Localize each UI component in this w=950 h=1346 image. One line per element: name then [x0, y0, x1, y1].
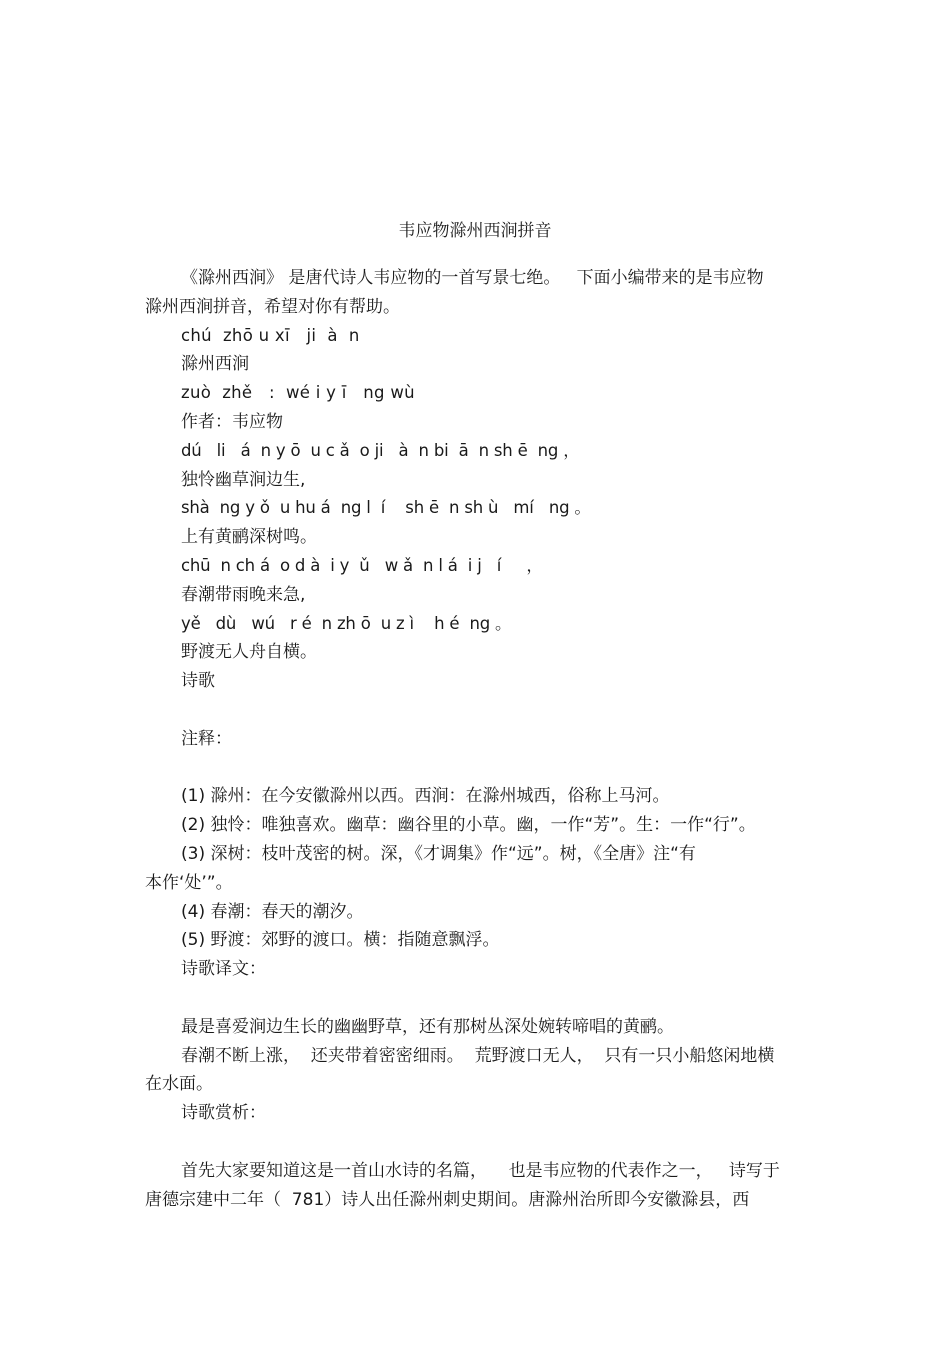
document-body	[145, 264, 810, 1214]
translation-line-2: 春潮不断上涨， 还夹带着密密细雨。 荒野渡口无人， 只有一只小船悠闲地横	[181, 1045, 775, 1066]
poem-line-3: 春潮带雨晚来急,	[181, 584, 306, 605]
note-item-2: (2) 独怜：唯独喜欢。幽草：幽谷里的小草。幽，一作“芳”。生：一作“行”。	[181, 815, 756, 836]
poem-line-1: 独怜幽草涧边生,	[181, 469, 306, 490]
poem-tag: 诗歌	[181, 671, 215, 692]
note-item-5: (5) 野渡：郊野的渡口。横：指随意飘浮。	[181, 930, 500, 951]
appreciation-heading: 诗歌赏析：	[181, 1103, 266, 1124]
note-item-3: (3) 深树：枝叶茂密的树。深，《才调集》作“远”。树，《全唐》注“有	[181, 843, 696, 864]
poem-line-2-pinyin: shà ng y ǒ u hu á ng l í sh ē n sh ù mí ng 。	[181, 498, 591, 518]
translation-line-1: 最是喜爱涧边生长的幽幽野草，还有那树丛深处婉转啼唱的黄鹂。	[181, 1016, 674, 1037]
intro-line-2: 滁州西涧拼音，希望对你有帮助。	[145, 296, 400, 317]
poem-line-4-pinyin: yě dù wú r é n zh ō u z ì h é ng 。	[181, 613, 512, 633]
note-item-4: (4) 春潮：春天的潮汐。	[181, 901, 364, 922]
poem-line-4: 野渡无人舟自横。	[181, 642, 317, 663]
poem-line-1-pinyin: dú li á n y ō u c ǎ o ji à n bi ā n sh ē ng ，	[181, 440, 580, 460]
note-item-1: (1) 滁州：在今安徽滁州以西。西涧：在滁州城西，俗称上马河。	[181, 786, 670, 807]
notes-heading: 注释：	[181, 728, 232, 749]
appreciation-line-2: 唐德宗建中二年（ 781）诗人出任滁州刺史期间。唐滁州治所即今安徽滁县，西	[145, 1189, 750, 1210]
poem-title-pinyin: chú zhō u xī ji à n	[181, 325, 360, 345]
intro-line-1: 《滁州西涧》 是唐代诗人韦应物的一首写景七绝。 下面小编带来的是韦应物	[181, 268, 764, 288]
spacer	[145, 696, 810, 725]
spacer	[145, 1128, 810, 1157]
translation-heading: 诗歌译文：	[181, 959, 266, 980]
page-title: 韦应物滁州西涧拼音	[398, 221, 552, 241]
translation-line-3: 在水面。	[145, 1074, 213, 1095]
spacer	[145, 754, 810, 783]
poem-line-3-pinyin: chū n ch á o d à i y ǔ w ǎ n l á i j í ，	[181, 555, 543, 575]
poem-author-pinyin: zuò zhě : wé i y ī ng wù	[181, 383, 415, 403]
poem-author: 作者：韦应物	[181, 411, 283, 432]
spacer	[145, 984, 810, 1013]
poem-title: 滁州西涧	[181, 354, 249, 375]
note-item-3-continued: 本作‘处’”。	[145, 872, 233, 893]
appreciation-line-1: 首先大家要知道这是一首山水诗的名篇， 也是韦应物的代表作之一， 诗写于	[181, 1160, 780, 1181]
poem-line-2: 上有黄鹂深树鸣。	[181, 527, 317, 548]
